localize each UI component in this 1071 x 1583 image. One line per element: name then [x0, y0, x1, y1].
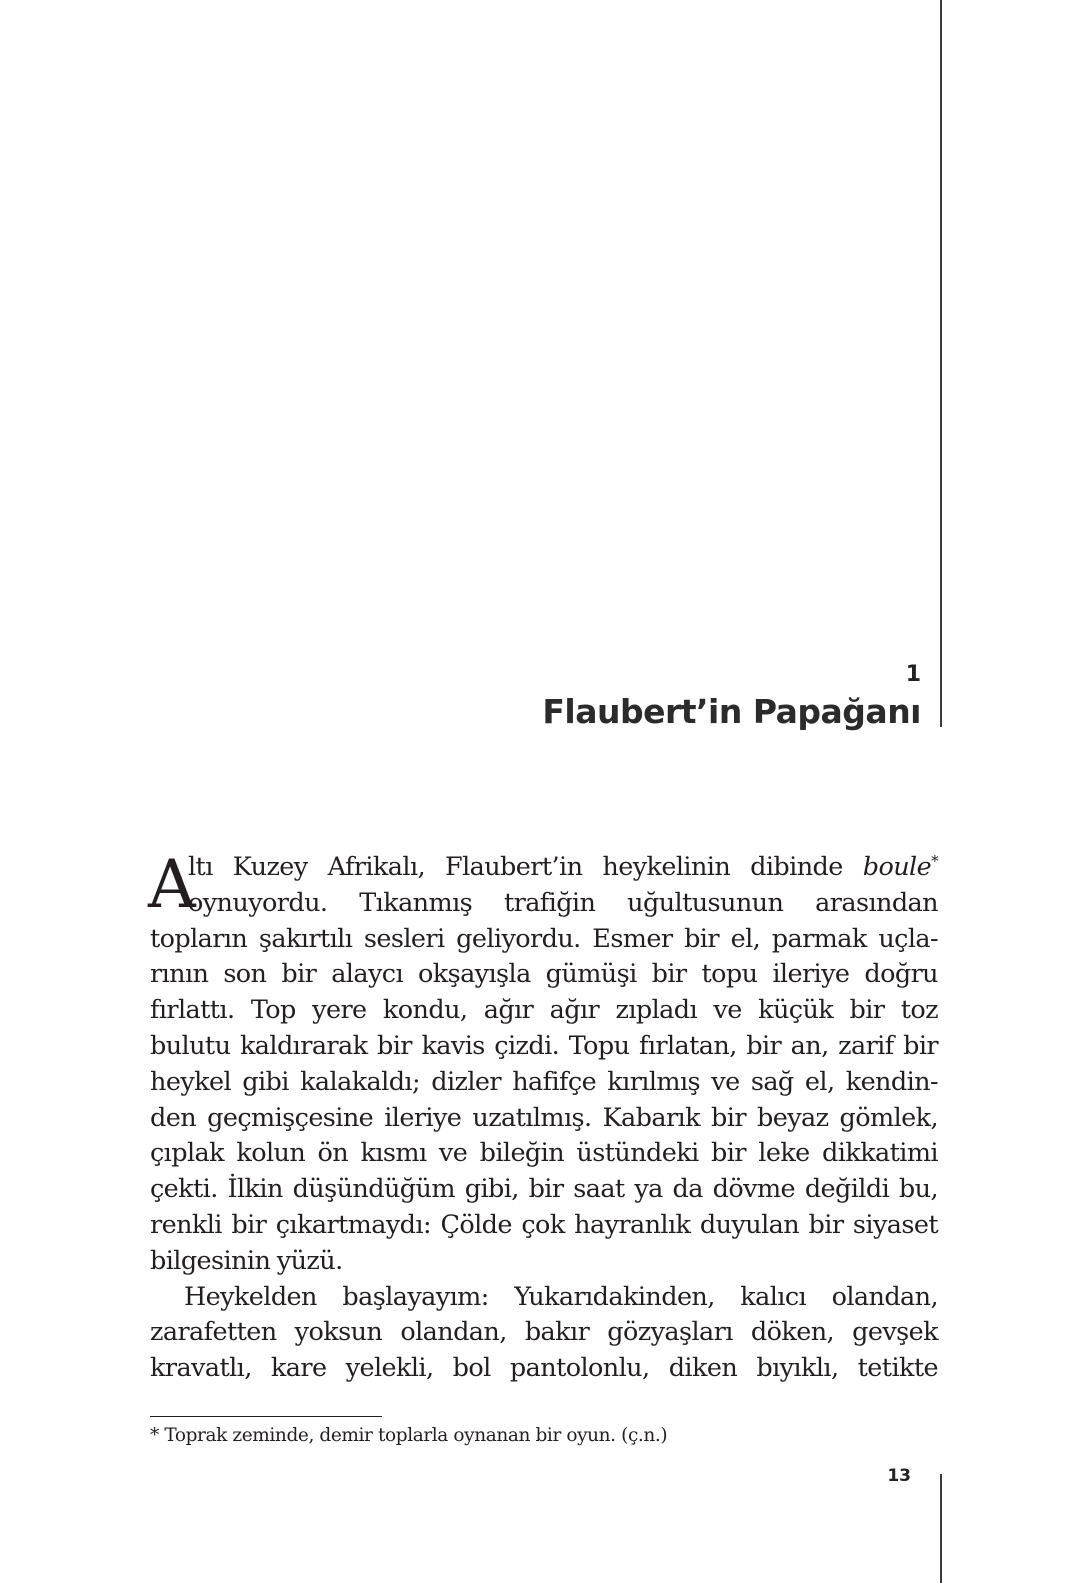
paragraph-line: kravatlı, kare yelekli, bol pantolonlu, diken bıyıklı, tetikte — [150, 1353, 938, 1384]
page-edge-line-bottom — [940, 1474, 942, 1583]
paragraph-line: topların şakırtılı sesleri geliyordu. Esmer bir el, parmak uçla- — [150, 923, 938, 954]
paragraph-line: den geçmişçesine ileriye uzatılmış. Kabarık bir beyaz gömlek, — [150, 1102, 938, 1133]
paragraph-line: fırlattı. Top yere kondu, ağır ağır zıpladı ve küçük bir toz — [150, 995, 938, 1026]
paragraph-line: heykel gibi kalakaldı; dizler hafifçe kırılmış ve sağ el, kendin- — [150, 1066, 938, 1097]
footnote-rule — [150, 1416, 382, 1417]
paragraph-line: bulutu kaldırarak bir kavis çizdi. Topu fırlatan, bir an, zarif bir — [150, 1030, 938, 1061]
body-text — [148, 846, 938, 1387]
drop-cap: A — [148, 846, 196, 923]
italic-word: boule — [862, 852, 932, 882]
paragraph-line: bilgesinin yüzü. — [150, 1245, 343, 1276]
paragraph-line: renkli bir çıkartmaydı: Çölde çok hayranlık duyulan bir siyaset — [150, 1209, 938, 1240]
page-number: 13 — [887, 1466, 911, 1486]
paragraph-line: Heykelden başlayayım: Yukarıdakinden, kalıcı olandan, — [184, 1281, 938, 1312]
chapter-title: Flaubert’in Papağanı — [542, 692, 921, 731]
page-edge-line-top — [940, 0, 942, 727]
paragraph-line: çekti. İlkin düşündüğüm gibi, bir saat ya da dövme değildi bu, — [150, 1174, 938, 1205]
footnote: * Toprak zeminde, demir toplarla oynanan bir oyun. (ç.n.) — [150, 1425, 668, 1446]
chapter-number: 1 — [905, 662, 921, 687]
footnote-marker: * — [931, 852, 938, 870]
paragraph-line: rının son bir alaycı okşayışla gümüşi bir topu ileriye doğru — [150, 959, 938, 990]
paragraph-line: çıplak kolun ön kısmı ve bileğin üstündeki bir leke dikkatimi — [150, 1138, 938, 1169]
paragraph-line: zarafetten yoksun olandan, bakır gözyaşları döken, gevşek — [150, 1317, 938, 1348]
paragraph-line: oynuyordu. Tıkanmış trafiğin uğultusunun arasından — [188, 887, 938, 918]
paragraph-line: ltı Kuzey Afrikalı, Flaubert’in heykelinin dibinde boule* — [188, 852, 938, 882]
